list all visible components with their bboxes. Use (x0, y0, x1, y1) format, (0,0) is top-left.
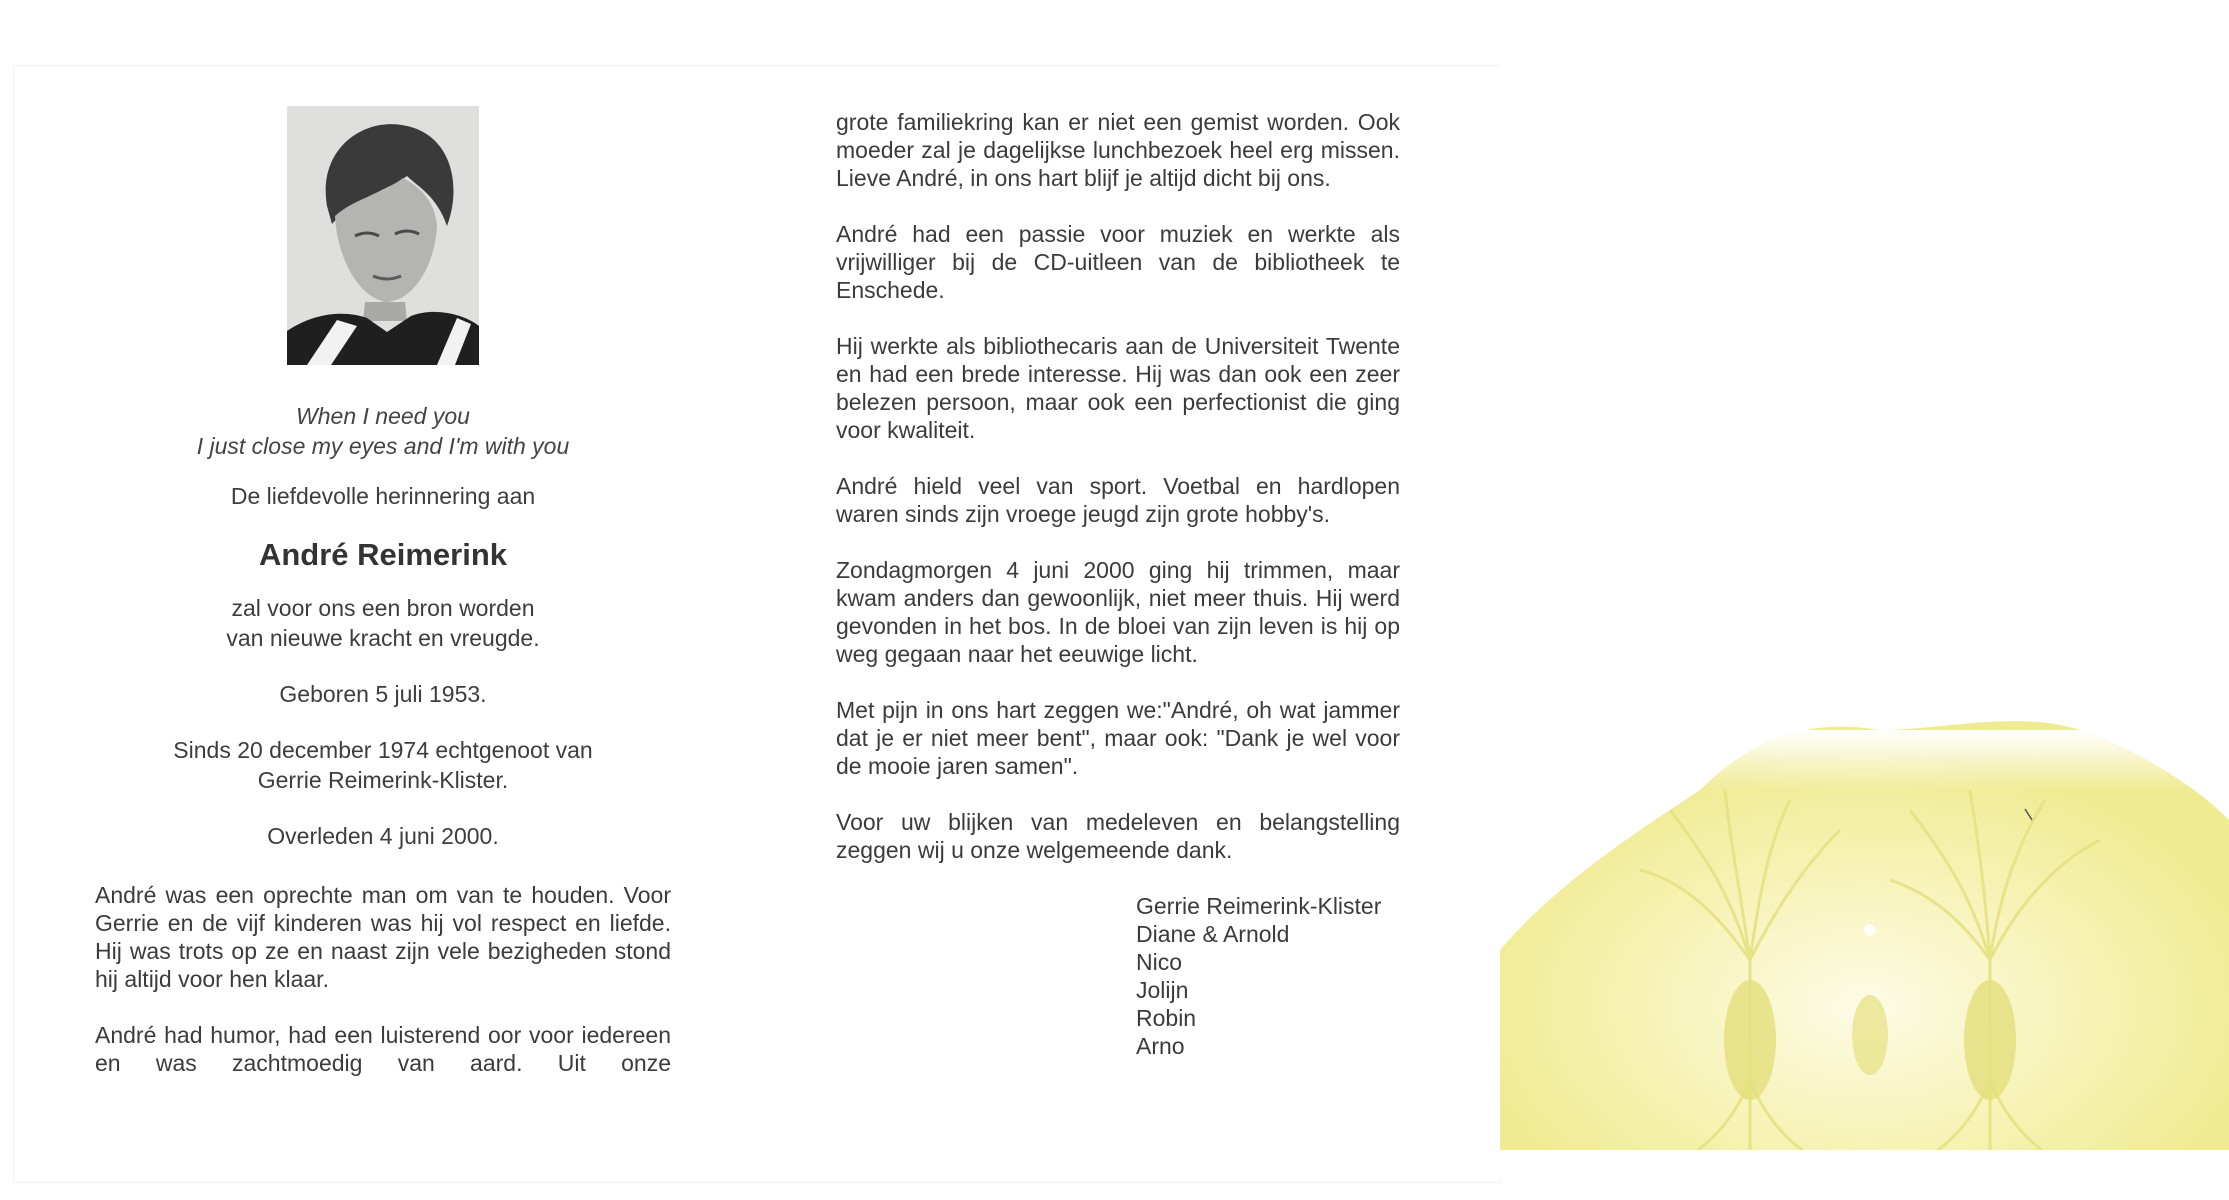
motto-line-2: van nieuwe kracht en vreugde. (226, 625, 540, 651)
motto (95, 593, 671, 653)
signature-5: Robin (1136, 1005, 1197, 1031)
right-paragraph-1: grote familiekring kan er niet een gemist worden. Ook moeder zal je dagelijkse lunchbezoek heel erg missen. Lieve André, in ons hart blijf je altijd dicht bij ons. (836, 109, 1400, 191)
stray-mark-icon (2024, 808, 2034, 822)
back-cover-illustration (1500, 30, 2229, 1180)
motto-line-1: zal voor ons een bron worden (231, 595, 535, 621)
signature-2: Diane & Arnold (1136, 921, 1290, 947)
right-panel (836, 108, 1400, 1060)
verse (95, 401, 671, 461)
signature-6: Arno (1136, 1033, 1185, 1059)
portrait-image (287, 106, 479, 365)
signature-3: Nico (1136, 949, 1183, 975)
verse-line-1: When I need you (296, 403, 470, 429)
verse-line-2: I just close my eyes and I'm with you (196, 433, 570, 459)
left-panel (95, 106, 671, 1077)
right-paragraph-4: André hield veel van sport. Voetbal en hardlopen waren sinds zijn vroege jeugd zijn grote hobby's. (836, 473, 1400, 527)
left-paragraph-2: André had humor, had een luisterend oor voor iedereen en was zachtmoedig van aard. Uit onze (95, 1022, 671, 1076)
deceased-name: André Reimerink (258, 537, 508, 572)
willow-trees-image (1500, 30, 2229, 1180)
marriage-line-1: Sinds 20 december 1974 echtgenoot van (173, 737, 593, 763)
marriage-info (95, 735, 671, 795)
right-paragraph-6: Met pijn in ons hart zeggen we:"André, oh wat jammer dat je er niet meer bent", maar ook: "Dank je wel voor de mooie jaren samen". (836, 697, 1400, 779)
signatures (1136, 892, 1400, 1060)
thanks-text: Voor uw blijken van medeleven en belangstelling zeggen wij u onze welgemeende dank. (836, 809, 1400, 863)
signature-1: Gerrie Reimerink-Klister (1136, 893, 1382, 919)
right-paragraph-5: Zondagmorgen 4 juni 2000 ging hij trimmen, maar kwam anders dan gewoonlijk, niet meer thuis. Hij werd gevonden in het bos. In de bloei van zijn leven is hij op weg gegaan naar het eeuwige licht. (836, 557, 1400, 667)
death-date: Overleden 4 juni 2000. (267, 823, 499, 849)
portrait-photo (287, 106, 479, 365)
birth-date: Geboren 5 juli 1953. (279, 681, 487, 707)
intro-text: De liefdevolle herinnering aan (230, 483, 536, 509)
right-paragraph-3: Hij werkte als bibliothecaris aan de Universiteit Twente en had een brede interesse. Hij was dan ook een zeer belezen persoon, maar ook een perfectionist die ging voor kwaliteit. (836, 333, 1400, 443)
left-paragraph-1: André was een oprechte man om van te houden. Voor Gerrie en de vijf kinderen was hij vol respect en liefde. Hij was trots op ze en naast zijn vele bezigheden stond hij altijd voor hen klaar. (95, 882, 671, 992)
marriage-line-2: Gerrie Reimerink-Klister. (257, 767, 509, 793)
signature-4: Jolijn (1136, 977, 1189, 1003)
right-paragraph-2: André had een passie voor muziek en werkte als vrijwilliger bij de CD-uitleen van de bibliotheek te Enschede. (836, 221, 1400, 303)
